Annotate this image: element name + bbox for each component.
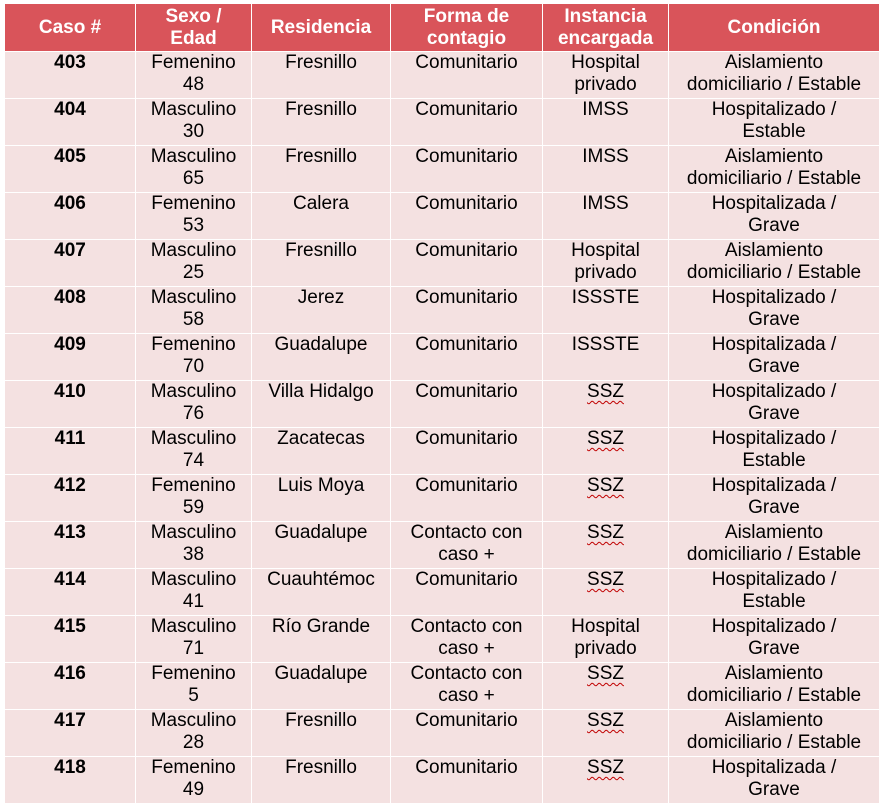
cell-instancia: [543, 757, 669, 804]
cell-instancia: IMSS: [543, 146, 669, 193]
table-row: [5, 193, 879, 240]
cell-instancia: Hospital privado: [543, 52, 669, 99]
cell-instancia: Hospital privado: [543, 616, 669, 663]
cell-residencia: Río Grande: [252, 616, 391, 663]
cell-sexo-edad: Masculino 25: [136, 240, 252, 287]
cell-forma-contagio: Comunitario: [391, 428, 543, 475]
cell-forma-contagio: Comunitario: [391, 475, 543, 522]
cell-residencia: Fresnillo: [252, 710, 391, 757]
header-instancia: Instancia encargada: [543, 4, 669, 52]
cell-sexo-edad: Femenino 5: [136, 663, 252, 710]
table-row: [5, 757, 879, 804]
cell-caso: 403: [5, 52, 136, 99]
cases-table: [4, 3, 879, 804]
table-row: [5, 99, 879, 146]
cell-instancia: ISSSTE: [543, 334, 669, 381]
cell-sexo-edad: Masculino 65: [136, 146, 252, 193]
cell-caso: 413: [5, 522, 136, 569]
cell-caso: 405: [5, 146, 136, 193]
cell-instancia-text: SSZ: [587, 757, 624, 778]
table-row: [5, 287, 879, 334]
table-row: [5, 710, 879, 757]
cell-condicion: Hospitalizada / Grave: [669, 193, 879, 240]
cell-residencia: Fresnillo: [252, 240, 391, 287]
cell-condicion: Aislamiento domiciliario / Estable: [669, 522, 879, 569]
cell-caso: 410: [5, 381, 136, 428]
cell-condicion: Hospitalizado / Grave: [669, 616, 879, 663]
table-row: [5, 52, 879, 99]
cell-residencia: Cuauhtémoc: [252, 569, 391, 616]
table-row: [5, 663, 879, 710]
table-row: [5, 240, 879, 287]
cell-sexo-edad: Femenino 53: [136, 193, 252, 240]
cell-sexo-edad: Femenino 59: [136, 475, 252, 522]
table-row: [5, 522, 879, 569]
cell-condicion: Aislamiento domiciliario / Estable: [669, 52, 879, 99]
cell-instancia-text: SSZ: [587, 663, 624, 684]
cell-residencia: Luis Moya: [252, 475, 391, 522]
cell-sexo-edad: Masculino 76: [136, 381, 252, 428]
cell-instancia: [543, 428, 669, 475]
cell-caso: 404: [5, 99, 136, 146]
cell-forma-contagio: Comunitario: [391, 381, 543, 428]
cell-condicion: Hospitalizado / Estable: [669, 428, 879, 475]
cell-forma-contagio: Comunitario: [391, 334, 543, 381]
cell-sexo-edad: Femenino 70: [136, 334, 252, 381]
cell-residencia: Jerez: [252, 287, 391, 334]
table-row: [5, 146, 879, 193]
cell-residencia: Fresnillo: [252, 52, 391, 99]
cell-residencia: Guadalupe: [252, 334, 391, 381]
cell-sexo-edad: Masculino 71: [136, 616, 252, 663]
cell-forma-contagio: Comunitario: [391, 146, 543, 193]
cell-residencia: Guadalupe: [252, 522, 391, 569]
cell-residencia: Fresnillo: [252, 146, 391, 193]
table-row: [5, 475, 879, 522]
cell-caso: 414: [5, 569, 136, 616]
table-row: [5, 569, 879, 616]
cell-forma-contagio: Comunitario: [391, 240, 543, 287]
cell-caso: 409: [5, 334, 136, 381]
cell-condicion: Hospitalizado / Estable: [669, 99, 879, 146]
cell-instancia-text: SSZ: [587, 428, 624, 449]
table-row: [5, 334, 879, 381]
table-row: [5, 428, 879, 475]
cell-condicion: Aislamiento domiciliario / Estable: [669, 710, 879, 757]
cell-instancia: Hospital privado: [543, 240, 669, 287]
cell-sexo-edad: Masculino 41: [136, 569, 252, 616]
cell-instancia-text: SSZ: [587, 569, 624, 590]
cell-forma-contagio: Comunitario: [391, 569, 543, 616]
cell-sexo-edad: Masculino 28: [136, 710, 252, 757]
cell-instancia-text: SSZ: [587, 381, 624, 402]
cell-instancia: [543, 663, 669, 710]
table-container: [4, 3, 879, 804]
cell-instancia: ISSSTE: [543, 287, 669, 334]
cell-forma-contagio: Comunitario: [391, 287, 543, 334]
cell-instancia: IMSS: [543, 193, 669, 240]
cell-sexo-edad: Masculino 74: [136, 428, 252, 475]
cell-condicion: Hospitalizada / Grave: [669, 334, 879, 381]
cell-residencia: Calera: [252, 193, 391, 240]
cell-residencia: Zacatecas: [252, 428, 391, 475]
cell-condicion: Aislamiento domiciliario / Estable: [669, 146, 879, 193]
cell-condicion: Hospitalizado / Estable: [669, 569, 879, 616]
cell-forma-contagio: Comunitario: [391, 757, 543, 804]
cell-condicion: Hospitalizada / Grave: [669, 757, 879, 804]
cell-caso: 412: [5, 475, 136, 522]
cell-residencia: Fresnillo: [252, 757, 391, 804]
cell-caso: 408: [5, 287, 136, 334]
cell-caso: 418: [5, 757, 136, 804]
cell-caso: 416: [5, 663, 136, 710]
cell-forma-contagio: Comunitario: [391, 99, 543, 146]
header-sexo-edad: Sexo / Edad: [136, 4, 252, 52]
cell-residencia: Fresnillo: [252, 99, 391, 146]
cell-sexo-edad: Femenino 48: [136, 52, 252, 99]
cell-sexo-edad: Masculino 58: [136, 287, 252, 334]
cell-condicion: Hospitalizado / Grave: [669, 287, 879, 334]
cell-caso: 417: [5, 710, 136, 757]
cell-caso: 415: [5, 616, 136, 663]
cell-sexo-edad: Masculino 30: [136, 99, 252, 146]
cell-instancia-text: SSZ: [587, 475, 624, 496]
cell-instancia-text: SSZ: [587, 710, 624, 731]
header-forma-contagio: Forma de contagio: [391, 4, 543, 52]
cell-forma-contagio: Comunitario: [391, 52, 543, 99]
cell-condicion: Aislamiento domiciliario / Estable: [669, 240, 879, 287]
cell-instancia-text: SSZ: [587, 522, 624, 543]
cell-forma-contagio: Contacto con caso +: [391, 663, 543, 710]
table-row: [5, 381, 879, 428]
cell-forma-contagio: Contacto con caso +: [391, 522, 543, 569]
header-caso: Caso #: [5, 4, 136, 52]
cell-instancia: [543, 522, 669, 569]
table-body: [5, 52, 879, 804]
cell-instancia: [543, 710, 669, 757]
cell-residencia: Villa Hidalgo: [252, 381, 391, 428]
cell-condicion: Aislamiento domiciliario / Estable: [669, 663, 879, 710]
header-condicion: Condición: [669, 4, 879, 52]
cell-instancia: [543, 475, 669, 522]
table-row: [5, 616, 879, 663]
cell-caso: 411: [5, 428, 136, 475]
cell-condicion: Hospitalizada / Grave: [669, 475, 879, 522]
cell-residencia: Guadalupe: [252, 663, 391, 710]
header-residencia: Residencia: [252, 4, 391, 52]
cell-condicion: Hospitalizado / Grave: [669, 381, 879, 428]
cell-forma-contagio: Comunitario: [391, 193, 543, 240]
cell-sexo-edad: Masculino 38: [136, 522, 252, 569]
cell-caso: 406: [5, 193, 136, 240]
cell-instancia: IMSS: [543, 99, 669, 146]
cell-caso: 407: [5, 240, 136, 287]
header-row: [5, 4, 879, 52]
cell-forma-contagio: Contacto con caso +: [391, 616, 543, 663]
cell-instancia: [543, 381, 669, 428]
cell-forma-contagio: Comunitario: [391, 710, 543, 757]
cell-sexo-edad: Femenino 49: [136, 757, 252, 804]
cell-instancia: [543, 569, 669, 616]
